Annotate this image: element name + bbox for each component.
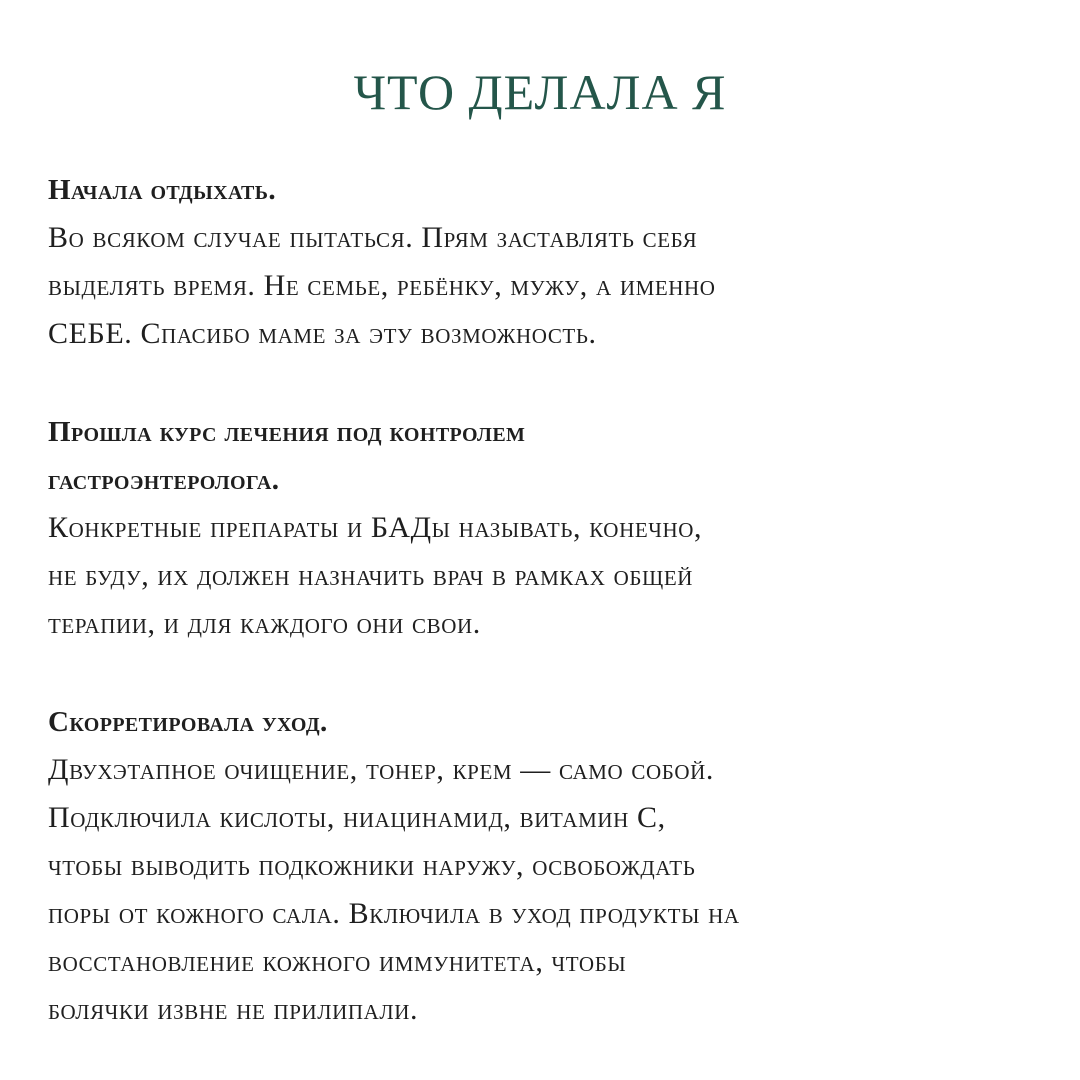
body-line: выделять время. Не семье, ребёнку, мужу, а именно	[48, 269, 716, 302]
section-body	[48, 746, 1048, 1034]
page-title: ЧТО ДЕЛАЛА Я	[353, 64, 727, 120]
heading-line: гастроэнтеролога.	[48, 464, 280, 496]
body-line: восстановление кожного иммунитета, чтобы	[48, 945, 627, 978]
body-line: Во всяком случае пытаться. Прям заставлять себя	[48, 221, 698, 254]
content	[48, 166, 1048, 1034]
section-rest	[48, 166, 1048, 358]
body-line: не буду, их должен назначить врач в рамках общей	[48, 559, 694, 592]
section-treatment	[48, 408, 1048, 648]
section-body	[48, 504, 1048, 648]
section-care	[48, 698, 1048, 1034]
body-line: чтобы выводить подкожники наружу, освобождать	[48, 849, 696, 882]
section-heading	[48, 408, 1048, 504]
section-heading	[48, 166, 1048, 214]
section-heading	[48, 698, 1048, 746]
heading-line: Начала отдыхать.	[48, 174, 277, 206]
heading-line: Скорретировала уход.	[48, 706, 328, 738]
body-line: болячки извне не прилипали.	[48, 993, 419, 1026]
body-line: поры от кожного сала. Включила в уход продукты на	[48, 897, 740, 930]
body-line: Двухэтапное очищение, тонер, крем — само собой.	[48, 753, 714, 786]
heading-line: Прошла курс лечения под контролем	[48, 416, 526, 448]
body-line: терапии, и для каждого они свои.	[48, 607, 481, 640]
body-line: Подключила кислоты, ниацинамид, витамин С,	[48, 801, 666, 834]
body-line: Конкретные препараты и БАДы называть, конечно,	[48, 511, 703, 544]
section-body	[48, 214, 1048, 358]
body-line: СЕБЕ. Спасибо маме за эту возможность.	[48, 317, 597, 350]
